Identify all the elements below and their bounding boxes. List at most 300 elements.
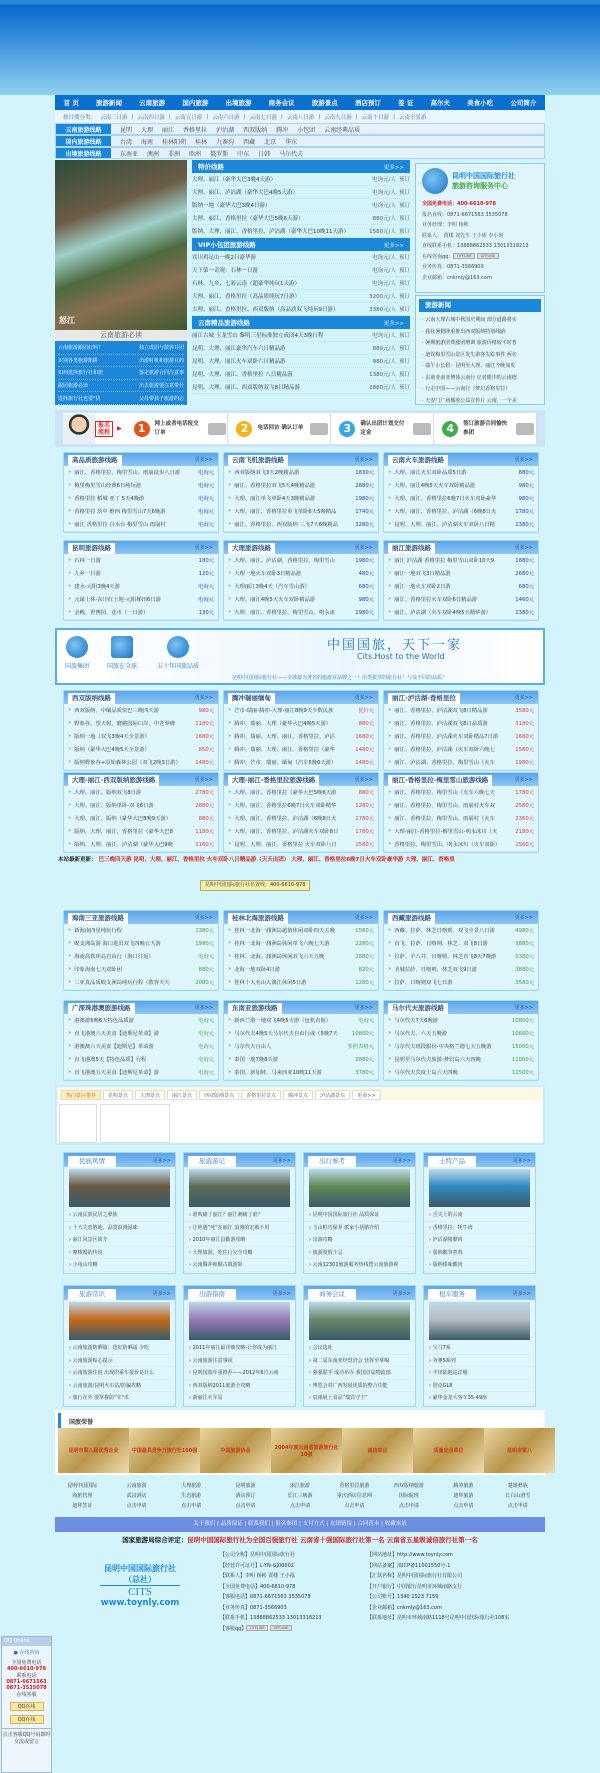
friend-link[interactable]: 大理旅游 — [181, 1483, 202, 1489]
footer-links[interactable]: 关于我们 | 品质保证 | 联系我们 | 报名参团 | 支付方式 | 友情链接 | 合同范本 | 收藏本站 — [55, 1517, 545, 1532]
book-link[interactable]: 预订 — [398, 333, 410, 339]
more-link[interactable]: 更多>> — [392, 1158, 411, 1164]
guide-link[interactable]: 跟团旅游必读 — [58, 383, 89, 390]
category-link[interactable]: 香格里拉 — [183, 126, 208, 134]
news-item[interactable]: › 云南旅游贴心提示 — [64, 1355, 175, 1368]
route-link[interactable]: 丽江、香格里拉、泸沽湖（火车双卧六晚七 — [394, 747, 495, 753]
news-box-title[interactable]: 商务会议 — [308, 1289, 356, 1300]
news-box-photo[interactable] — [189, 1169, 290, 1207]
news-item[interactable]: · 天安门广场播放公益宣传片 云南，一个美 — [422, 397, 517, 404]
more-link[interactable]: 更多>> — [354, 695, 373, 701]
guide-link[interactable]: 父母带孩子旅游的必 — [138, 395, 184, 402]
news-link[interactable]: 奔驰S系列 — [432, 1357, 456, 1364]
honor-certificate[interactable]: 质量定点单位 — [413, 1428, 484, 1473]
route-link[interactable]: 丽江、香格里拉、梅里雪山（火车六晚七天 — [394, 790, 495, 796]
route-box-title[interactable]: 云南火车旅游线路 — [388, 455, 448, 466]
route-link[interactable]: 拉萨、羊八井、日喀则、林芝直飞8天7晚游 — [394, 954, 497, 960]
book-link[interactable]: 预订 — [398, 307, 410, 313]
date-filter-link[interactable]: 云南十日游 — [361, 114, 390, 121]
friend-link[interactable]: 点击申请 — [398, 1503, 419, 1509]
ticker-item[interactable]: 大理、丽江、香格里拉6晚7日火车双卧豪华游 — [291, 857, 404, 863]
honor-certificate[interactable]: 中国最具竞争力旅行社100强 — [129, 1428, 200, 1473]
route-link[interactable]: 元谋土林-东川红土地-元阳梯田6日游 — [74, 597, 161, 603]
friend-link[interactable]: 香格里拉旅游 — [339, 1483, 370, 1489]
scenic-tab[interactable]: 腾冲景点 — [283, 1090, 313, 1100]
route-link[interactable]: 大理一地火车双卧3日精品游 — [234, 571, 302, 577]
news-link[interactable]: 云南旅游住宿 出现的乘车报价是什么 — [72, 1370, 155, 1376]
route-link[interactable]: 梅里梅里雪山经典6日纯玩游 — [74, 483, 142, 489]
route-link[interactable]: 泰国一地7晚8天游 — [234, 1057, 279, 1063]
route-box-title[interactable]: 云南飞机旅游线路 — [228, 455, 288, 466]
route-link[interactable]: 泰国、新加坡、马来西亚10晚11天游 — [234, 1070, 322, 1076]
news-box-title[interactable]: 出行参考 — [308, 1156, 356, 1167]
news-link[interactable]: 丰田陆地巡洋舰 — [432, 1370, 468, 1376]
route-link[interactable]: 丽江、香格里拉、泸沽湖双飞8日精品游 — [394, 708, 488, 714]
news-box-photo[interactable] — [429, 1302, 530, 1340]
friend-link[interactable]: 点击申请 — [453, 1503, 474, 1509]
friend-link[interactable]: 昆明中国国际 — [67, 1483, 98, 1489]
news-item[interactable]: › 谁吹痛了丽江？丽江刺痛了谁？ — [184, 1209, 295, 1222]
friend-link[interactable]: 点击申请 — [289, 1503, 310, 1509]
news-link[interactable]: 暑期旅游团费涨团增调 旅游价格较平时普 — [425, 340, 517, 346]
route-link[interactable]: 香格里拉 茨中 维西 梅里雪山7天6晚游 — [74, 509, 166, 515]
date-filter-link[interactable]: 云南四日游 — [137, 114, 165, 121]
category-link[interactable]: 欧洲 — [189, 150, 202, 158]
broken-image-icon[interactable] — [59, 1104, 97, 1143]
news-link[interactable]: 出游攻略 — [312, 1237, 333, 1243]
news-item[interactable]: › 第二届东南亚经贸洽会 营挥至掌喝 — [304, 1355, 415, 1368]
news-link[interactable]: 昆明国旅年重推荐——2012年6月云南 — [192, 1370, 279, 1376]
route-link[interactable]: 马尔代夫7天6晚游 — [394, 1018, 439, 1024]
news-item[interactable]: › 云南旅游注意事项 — [184, 1355, 295, 1368]
news-item[interactable]: › 版纳酸笋煮鸡 — [424, 1247, 535, 1260]
news-link[interactable]: 新丽江火车站 — [192, 1395, 223, 1401]
date-filter-link[interactable]: 云南五日游 — [174, 114, 203, 121]
friend-link[interactable]: 生态旅游 — [181, 1493, 202, 1499]
route-box-title[interactable]: 马尔代夫旅游线路 — [388, 1003, 448, 1014]
route-link[interactable]: 宾川鸡足山一晚2日豪华游 — [192, 255, 257, 261]
news-link[interactable]: 香格里拉：牦牛肉 — [432, 1224, 473, 1231]
route-link[interactable]: 丽江、香格里拉火车双卧6日精品游 — [394, 597, 478, 603]
news-link[interactable]: 豪华金龙大客车35-49座 — [432, 1395, 488, 1401]
news-item[interactable]: › 宝马7系 — [424, 1342, 535, 1355]
news-item[interactable]: › 丽江风景区简介 — [64, 1234, 175, 1247]
category-link[interactable]: 澳洲 — [147, 150, 160, 158]
news-link[interactable]: 东南亚南亚博体云南行 记者眼中的云南德 — [425, 374, 517, 381]
route-link[interactable]: 建水-元阳3晚4天游 — [74, 584, 120, 590]
route-link[interactable]: 大理、丽江单飞单卧4天3晚精品游 — [234, 496, 316, 502]
more-link[interactable]: 更多>> — [194, 457, 213, 463]
route-link[interactable]: 大理、丽江、泸沽湖（豪华大巴4晚5天游） — [192, 190, 298, 196]
route-box-title[interactable]: 桂林北海旅游线路 — [228, 913, 288, 924]
news-link[interactable]: 摩梭婚的传说 — [72, 1249, 103, 1256]
news-box-photo[interactable] — [309, 1302, 410, 1340]
guide-link[interactable]: 云南旅游跟团好吗？ — [58, 345, 104, 352]
friend-link[interactable]: 武汉酒店 — [126, 1493, 147, 1499]
news-link[interactable]: 端午小长假：昆明至大理、丽江今晚加发 — [425, 363, 516, 369]
date-filter-link[interactable]: 云南九日游 — [324, 114, 352, 121]
qq-offline-icon[interactable]: OFFLINE — [270, 1625, 292, 1631]
more-link[interactable]: 更多>> — [194, 545, 213, 551]
route-link[interactable]: 芒市-瑞丽-腾冲-大理-丽江8晚9天少数民族 — [234, 708, 334, 714]
route-box-title[interactable]: 海南三亚旅游线路 — [68, 913, 128, 924]
route-link[interactable]: 石林、九乡、七彩云南（超豪华纯玩1天游） — [192, 281, 301, 287]
scenic-tab[interactable]: 昆明景点 — [103, 1090, 133, 1100]
friend-link[interactable]: 重庆酒店信息网 — [336, 1493, 372, 1499]
route-link[interactable]: 蜈支洲岛游 海口进出双飞四晚五天游 — [74, 941, 161, 947]
route-link[interactable]: 丽江、香格里拉、梅里雪山、雨崩徒步八日游 — [74, 470, 181, 476]
nav-item[interactable]: 旅游景点 — [311, 99, 338, 107]
news-link[interactable]: 云南旅游/昆明火车站/防骗攻略 — [72, 1382, 141, 1389]
news-link[interactable]: 丽江风景区简介 — [72, 1237, 108, 1243]
news-link[interactable]: 云南大理古城中秋国庆期间 部分道路将实 — [425, 317, 517, 323]
route-link[interactable]: 香格里拉、梅里雪山、明永冰川（火车双卧） — [394, 842, 501, 848]
news-link[interactable]: 天安门广场播放公益宣传片 云南，一个美 — [425, 397, 517, 404]
route-box-title[interactable]: 广深珠港澳旅游线路 — [68, 1003, 135, 1014]
nav-item[interactable]: 公司简介 — [510, 99, 537, 107]
book-link[interactable]: 预订 — [398, 346, 410, 352]
qq-online-button[interactable]: QQ在线 — [10, 1715, 44, 1724]
book-link[interactable]: 预订 — [398, 372, 410, 378]
news-link[interactable]: 云南旅游贴心提示 — [72, 1357, 113, 1364]
nav-item[interactable]: 云南旅游 — [139, 99, 166, 107]
news-item[interactable]: › 摩梭婚的传说 — [64, 1247, 175, 1260]
route-link[interactable]: 大理、丽江、版纳单卧-双飞6日游 — [74, 803, 154, 809]
route-link[interactable]: 昆明、大理、丽江、西双版纳双飞8日精品游 — [192, 385, 301, 391]
route-link[interactable]: 大理、丽江、香格里拉（豪华大巴5晚6天游） — [192, 216, 304, 222]
news-link[interactable]: 云南12301旅游服务热线暨云南旅游视 — [312, 1262, 399, 1268]
news-box-title[interactable]: 土特产品 — [428, 1156, 476, 1167]
route-link[interactable]: 大理、丽江4晚5天火车双卧精品游 — [394, 483, 476, 489]
category-link[interactable]: 北京 — [264, 138, 277, 146]
route-link[interactable]: 天下第一奇观：石林一日游 — [192, 268, 259, 274]
news-link[interactable]: 云南旅游防晒篇：选好防晒霜 少吃 — [72, 1345, 150, 1351]
news-box-title[interactable]: 旅游常识 — [68, 1289, 116, 1300]
more-link[interactable]: 更多>> — [194, 695, 213, 701]
book-link[interactable]: 预订 — [398, 281, 410, 287]
more-link[interactable]: 更多>> — [354, 777, 373, 783]
guide-link[interactable]: 出游时机和旅游目的 — [138, 357, 184, 364]
friend-link[interactable]: 点击申请 — [507, 1503, 528, 1509]
news-item[interactable]: › 旅行在外 要掌握防"宰"术 — [64, 1392, 175, 1405]
route-box-title[interactable]: 丽江-香格里拉-梅里雪山旅游线路 — [388, 775, 492, 786]
news-item[interactable]: › 云南民族民居之彝族 — [64, 1209, 175, 1222]
category-label[interactable]: 国内旅游线路 — [56, 136, 111, 146]
guide-link[interactable]: 选择旅行社也要"货 — [58, 395, 101, 402]
more-link[interactable]: 更多>> — [383, 242, 404, 249]
route-link[interactable]: 大理、丽江、香格里拉（高品质纯玩7日游） — [192, 294, 301, 300]
news-box-title[interactable]: 民族风情 — [68, 1156, 116, 1167]
more-link[interactable]: 更多>> — [194, 777, 213, 783]
news-link[interactable]: 大理旅游，吃住行完全攻略 — [192, 1249, 253, 1256]
route-link[interactable]: 版纳一地（双飞3晚4天全景游） — [74, 734, 150, 740]
featured-photo[interactable] — [55, 160, 187, 330]
route-link[interactable]: 大理、丽江、香格里拉、泸沽湖（6晚8日火 — [394, 509, 497, 515]
category-link[interactable]: 桂林阳朔 — [162, 138, 187, 146]
route-link[interactable]: 西双版纳双飞3天2晚精品游 — [234, 470, 300, 476]
friend-link[interactable]: 迪拜旅游 — [453, 1493, 474, 1499]
route-link[interactable]: 丽江 泸沽湖 香格里拉 梅里雪山双卧10天9 — [394, 558, 495, 564]
date-filter-link[interactable]: 云南全景游 — [399, 114, 427, 121]
more-link[interactable]: 更多>> — [383, 320, 404, 327]
category-link[interactable]: 华东 — [285, 138, 298, 146]
qq-offline-icon[interactable]: OFFLINE — [453, 253, 475, 259]
route-link[interactable]: 圣城拉萨、日喀则、林芝双飞9日游 — [394, 967, 478, 973]
friend-link[interactable]: 商旅管理 — [72, 1493, 93, 1499]
ticker-item[interactable]: 大理、丽江、香格里 — [405, 857, 455, 863]
book-link[interactable]: 预订 — [398, 385, 410, 391]
ticker-item[interactable]: 昆明、大理、丽江、香格里拉 火车双卧八日精品游（天天出团） — [133, 857, 290, 863]
route-link[interactable]: 大理、丽江、版纳双飞8日游 — [74, 790, 142, 796]
route-link[interactable]: 丽江、香格里拉、梅里雪山、雨崩村火车双 — [394, 803, 495, 809]
route-link[interactable]: 新西兰港一地双飞4晚5天游（包机直航） — [234, 1018, 332, 1024]
friend-link[interactable]: 国际航班 — [398, 1493, 419, 1499]
more-link[interactable]: 更多>> — [514, 915, 533, 921]
category-link[interactable]: 云南经典品质 — [324, 126, 361, 134]
nav-item[interactable]: 国内旅游 — [182, 99, 209, 107]
route-link[interactable]: 金殿、世博园、花市（一日游） — [74, 610, 149, 616]
route-link[interactable]: 昆明、大理、丽江火车双卧六日精品游 — [192, 359, 286, 365]
book-link[interactable]: 预订 — [398, 359, 410, 365]
news-box-photo[interactable] — [189, 1302, 290, 1340]
route-link[interactable]: 大理、丽江、香格里拉、泸沽湖火车双卧8日 — [234, 829, 339, 835]
date-filter-link[interactable]: 云南七日游 — [249, 114, 278, 121]
route-link[interactable]: 大理、丽江、香格里拉单飞单卧6天5晚精品 — [234, 509, 337, 515]
date-filter-link[interactable]: 云南三日游 — [100, 114, 128, 121]
route-link[interactable]: 昆明、大理、丽江、香格里拉 火车双卧八日 — [234, 842, 337, 848]
route-box-title[interactable]: 大理-丽江-香格里拉旅游线路 — [228, 775, 319, 786]
qq-online-button[interactable]: QQ在线 — [10, 1702, 44, 1711]
route-link[interactable]: 大理、丽江、香格里拉、西双版纳（高品质双飞纯玩9日游） — [192, 307, 339, 313]
news-box-photo[interactable] — [69, 1302, 170, 1340]
route-box-title[interactable]: 东南亚旅游线路 — [228, 1003, 282, 1014]
news-item[interactable]: › 舌尖上的云南 — [424, 1209, 535, 1222]
route-link[interactable]: 直飞港澳六天美食【迪斯尼革命】游 — [74, 1031, 160, 1037]
friend-link[interactable]: 长白山滑雪 — [505, 1493, 531, 1499]
book-link[interactable]: 预订 — [398, 190, 410, 196]
news-item[interactable]: › 2010年丽江县勤游攻略 — [184, 1234, 295, 1247]
route-link[interactable]: 拉萨、日喀则双飞七日游 — [394, 980, 453, 986]
friend-link[interactable]: 点击申请 — [235, 1503, 256, 1509]
news-box-title[interactable]: 旅游游记 — [188, 1156, 236, 1167]
route-link[interactable]: 大理、丽江、香格里拉、梅里雪山、明永冰 — [234, 610, 335, 616]
category-label[interactable]: 云南旅游线路 — [56, 124, 111, 134]
date-filter-link[interactable]: 云南六日游 — [212, 114, 240, 121]
route-box-title[interactable]: 大理-丽江-西双版纳旅游线路 — [68, 775, 159, 786]
route-link[interactable]: 丽江、泸沽湖（火车双卧4晚5天精华游） — [394, 610, 492, 616]
news-item[interactable]: › 豪华金龙大客车35-49座 — [424, 1392, 535, 1405]
scenic-tab[interactable]: 西双版纳景点 — [199, 1090, 239, 1100]
route-link[interactable]: 昆明、大理、丽江、香格里拉 八日精品游 — [192, 372, 293, 378]
route-link[interactable]: 版纳（豪华大巴4晚5天全景游） — [74, 747, 150, 753]
route-link[interactable]: 三亚真品质蜈支洲岛纯玩行程（散客天天 — [74, 980, 170, 986]
news-link[interactable]: 博览会对广西发展优质的整合功能 — [312, 1382, 388, 1389]
friend-link[interactable]: 迪拜签证 — [72, 1503, 93, 1509]
category-link[interactable]: 东南亚 — [120, 150, 139, 158]
friend-link[interactable]: 腾冲旅游 — [453, 1483, 474, 1489]
news-item[interactable]: › 版纳傣味酸肉 — [424, 1259, 535, 1272]
news-box-title[interactable]: 租车服务 — [428, 1289, 476, 1300]
more-link[interactable]: 更多>> — [514, 695, 533, 701]
news-link[interactable]: 谁吹痛了丽江？丽江刺痛了谁？ — [192, 1212, 263, 1218]
news-item[interactable]: › 别克GL8 — [424, 1380, 535, 1393]
more-link[interactable]: 更多>> — [152, 1158, 171, 1164]
nav-item[interactable]: 酒店预订 — [354, 99, 381, 107]
news-item[interactable]: › 泸沽湖猪膘肉 — [424, 1234, 535, 1247]
friend-link[interactable]: 酒店预订 — [235, 1493, 256, 1499]
news-item[interactable]: · 迪钦梅里雪山景区发生游客失踪事件 两名 — [422, 351, 517, 358]
route-link[interactable]: 大理丽江3晚4天（汽车雪山游） — [234, 584, 310, 590]
friend-link[interactable]: 长江三峡游 — [287, 1493, 313, 1499]
news-link[interactable]: 别克GL8 — [432, 1382, 453, 1389]
news-link[interactable]: 小龟山攻略 — [72, 1262, 98, 1268]
more-link[interactable]: 更多>> — [272, 1291, 291, 1297]
route-link[interactable]: 印象海南七天双卧团 — [74, 967, 122, 973]
category-link[interactable]: 腾冲 — [276, 126, 289, 134]
news-item[interactable]: › 昆明中国国际旅行社 品质保证 — [304, 1209, 415, 1222]
route-link[interactable]: 大理、丽江4晚5天火车双卧精品游 — [234, 597, 316, 603]
more-link[interactable]: 更多>> — [383, 164, 404, 171]
news-link[interactable]: 让艳遇“死”在丽江 浪漫的宏被不用 — [192, 1224, 270, 1231]
nav-item[interactable]: 商务会议 — [268, 99, 295, 107]
route-link[interactable]: 大理、丽江、香格里拉6晚7日火车双卧精华 — [234, 803, 337, 809]
route-box-title[interactable]: 西双版纳线路 — [68, 693, 115, 704]
friend-link[interactable]: 西双版纳旅游 — [393, 1483, 424, 1489]
route-link[interactable]: 大理、丽江、香格里拉、泸沽湖（6晚8日火 — [234, 816, 337, 822]
category-link[interactable]: 日韩 — [258, 150, 271, 158]
route-link[interactable]: 桂林、北海、涠洲岛休闲双飞六天五晚 — [234, 954, 325, 960]
route-link[interactable]: 直飞港澳五天美食【迪斯尼革命】游 — [74, 1070, 160, 1076]
route-link[interactable]: 桂林一北海一涠洲岛超值休闲双卧四天五晚 — [234, 928, 335, 934]
news-link[interactable]: 云南旅游注意事项 — [192, 1357, 233, 1364]
route-link[interactable]: 腾冲、瑞丽、大理（豪华大巴4晚5天游） — [234, 721, 332, 727]
news-link[interactable]: 云南腾冲和顺古镇游影 — [192, 1262, 243, 1268]
news-link[interactable]: 我社暑假隆重推出西双版纳特别线路 — [425, 328, 506, 335]
more-link[interactable]: 更多>> — [392, 1291, 411, 1297]
route-box-title[interactable]: 大理旅游线路 — [228, 543, 275, 554]
broken-image-icon[interactable] — [100, 1104, 170, 1143]
honor-certificate[interactable]: 中国旅游协会 — [200, 1428, 271, 1473]
news-link[interactable]: 辰康展上食品“瑞宾守王” — [312, 1395, 368, 1401]
news-item[interactable]: · 云南大理古城中秋国庆期间 部分道路将实 — [422, 317, 517, 323]
news-item[interactable]: › 云南旅游/昆明火车站/防骗攻略 — [64, 1380, 175, 1393]
route-link[interactable]: 丽江、香格里拉、泸沽湖双飞8日品质游 — [394, 721, 488, 727]
news-item[interactable]: › 会议选址 — [304, 1342, 415, 1355]
qq-offline-icon[interactable]: OFFLINE — [477, 253, 499, 259]
friend-link[interactable]: 楚雄彝族 — [507, 1483, 528, 1489]
route-link[interactable]: 直飞港澳5天【特色品质】行程 — [74, 1057, 147, 1063]
more-link[interactable]: 更多>> — [194, 915, 213, 921]
honor-certificate[interactable]: 2004年度云南省旅游旅行社10强 — [271, 1428, 342, 1473]
route-link[interactable]: 版纳一地（豪华大巴3晚4日游） — [192, 203, 271, 209]
category-link[interactable]: 西双版纳 — [243, 126, 268, 134]
category-link[interactable]: 大理 — [141, 126, 154, 134]
news-item[interactable]: › 小龟山攻略 — [64, 1259, 175, 1272]
route-link[interactable]: 腾冲、芒市、瑞丽、缅甸（汽车5晚6天游） — [234, 760, 337, 766]
more-link[interactable]: 更多>> — [514, 1005, 533, 1011]
news-item[interactable]: › 辰康展上食品“瑞宾守王” — [304, 1392, 415, 1405]
news-item[interactable]: › 玉山桩巧保养 派家小括骼介绍 — [304, 1222, 415, 1235]
news-item[interactable]: › 2011年丽江最详细攻略-让你成为丽江 — [184, 1342, 295, 1355]
news-link[interactable]: 舌尖上的云南 — [432, 1212, 463, 1218]
news-item[interactable]: › 云南腾冲和顺古镇游影 — [184, 1259, 295, 1272]
category-link[interactable]: 昆明 — [120, 126, 133, 134]
route-link[interactable]: 桂林十大名山大漓江休闲5日游 — [234, 980, 307, 986]
category-link[interactable]: 中东 — [237, 150, 250, 158]
route-link[interactable]: 丽江古城 玉龙雪山 黎明三星标准独立成团4天3晚行程 — [192, 333, 324, 339]
book-link[interactable]: 预订 — [398, 294, 410, 300]
route-link[interactable]: 版纳、大理、丽江、香格里拉、泸沽湖（豪华大巴10晚11天游） — [192, 229, 349, 235]
route-box-title[interactable]: 丽江-泸沽湖-香格里拉 — [388, 693, 460, 704]
online-consult[interactable]: ● 在线咨询 — [13, 1650, 40, 1656]
route-link[interactable]: 大理、丽江、香格里拉6晚7日火车双卧豪华 — [394, 496, 497, 502]
news-link[interactable]: 第二届东南亚经贸洽会 营挥至掌喝 — [312, 1357, 390, 1364]
more-link[interactable]: 更多>> — [272, 1158, 291, 1164]
route-link[interactable]: 海南高铁环岛自由行（海口往返） — [74, 954, 154, 960]
scenic-tab[interactable]: 大理景点 — [135, 1090, 165, 1100]
nav-item[interactable]: 首 页 — [63, 99, 79, 107]
book-link[interactable]: 预订 — [398, 255, 410, 261]
route-link[interactable]: 大理、丽江、版纳（豪华大巴8晚9天游） — [74, 816, 172, 822]
news-link[interactable]: 强强联手 成功举办 我国首届物流部 — [312, 1370, 391, 1376]
route-link[interactable]: 丽江一地火车双卧2日游 — [394, 584, 451, 590]
news-item[interactable]: › 强强联手 成功举办 我国首届物流部 — [304, 1367, 415, 1380]
news-link[interactable]: 昆明中国国际旅行社 品质保证 — [312, 1212, 380, 1218]
ticker-item[interactable]: 巴三晚四天游 — [98, 857, 132, 863]
category-link[interactable]: 泸沽湖 — [216, 126, 235, 134]
route-link[interactable]: 大理、丽江、泸沽湖、香格里拉、梅里雪山 — [234, 558, 335, 564]
more-link[interactable]: 更多>> — [514, 545, 533, 551]
honor-certificate[interactable]: 诚信单位 — [342, 1428, 413, 1473]
news-box-title[interactable]: 出游指南 — [188, 1289, 236, 1300]
route-link[interactable]: 港澳游5晚6天特色品质游 — [74, 1018, 134, 1024]
news-item[interactable]: › 博览会对广西发展优质的整合功能 — [304, 1380, 415, 1393]
cits-banner[interactable] — [55, 628, 545, 685]
nav-item[interactable]: 签 证 — [398, 99, 414, 107]
route-link[interactable]: 马尔代夫、六天五晚游 — [394, 1031, 448, 1037]
book-link[interactable]: 预订 — [398, 216, 410, 222]
news-item[interactable]: › 出游攻略 — [304, 1234, 415, 1247]
route-link[interactable]: 马尔代夫4晚5天马尔代夫自由行或（5晚7天 — [234, 1031, 338, 1037]
route-link[interactable]: 港澳澳六天美食【迪斯尼】革命游 — [74, 1044, 154, 1050]
scenic-tab[interactable]: 更多>> — [352, 1090, 380, 1100]
more-link[interactable]: 更多>> — [152, 1291, 171, 1297]
news-link[interactable]: 版纳傣味酸肉 — [432, 1262, 463, 1268]
news-item[interactable]: · 端午小长假：昆明至大理、丽江今晚加发 — [422, 363, 516, 369]
route-link[interactable]: 腾冲、瑞丽、大理、丽江、香格里拉（豪华 — [234, 747, 335, 753]
friend-link[interactable]: 点击申请 — [126, 1503, 147, 1509]
route-link[interactable]: 大理、丽江火车双卧品质5日游 — [394, 470, 467, 476]
more-link[interactable]: 更多>> — [354, 1005, 373, 1011]
news-item[interactable]: › 云南旅游防晒篇：选好防晒霜 少吃 — [64, 1342, 175, 1355]
news-link[interactable]: 西双版纳2011旅游全攻略 — [192, 1382, 251, 1389]
more-link[interactable]: 更多>> — [514, 777, 533, 783]
news-item[interactable]: › 云南旅游住宿 出现的乘车报价是什么 — [64, 1367, 175, 1380]
category-link[interactable]: 海南 — [141, 138, 154, 146]
book-link[interactable]: 预订 — [398, 177, 410, 183]
news-link[interactable]: 旅行在外 要掌握防"宰"术 — [72, 1395, 129, 1401]
route-link[interactable]: 丽江、香格里拉、西双版纳 三飞7天6晚精品 — [234, 522, 339, 528]
category-link[interactable]: 台湾 — [120, 138, 133, 146]
news-item[interactable]: › 让艳遇“死”在丽江 浪漫的宏被不用 — [184, 1222, 295, 1235]
news-item[interactable]: · 我社暑假隆重推出西双版纳特别线路 — [422, 328, 506, 335]
route-link[interactable]: 西藏、拉萨、林芝日喀则、双飞全景八日游 — [394, 928, 495, 934]
route-link[interactable]: 腾冲、瑞丽、大理、丽江、香格里拉、泸沽 — [234, 734, 335, 740]
more-link[interactable]: 更多>> — [354, 545, 373, 551]
route-link[interactable]: 昆明、大理、丽江、泸沽湖火车双卧八日精 — [394, 522, 495, 528]
news-item[interactable]: · 东南亚南亚博体云南行 记者眼中的云南德 — [422, 374, 517, 381]
route-box-title[interactable]: 昆明旅游线路 — [68, 543, 115, 554]
